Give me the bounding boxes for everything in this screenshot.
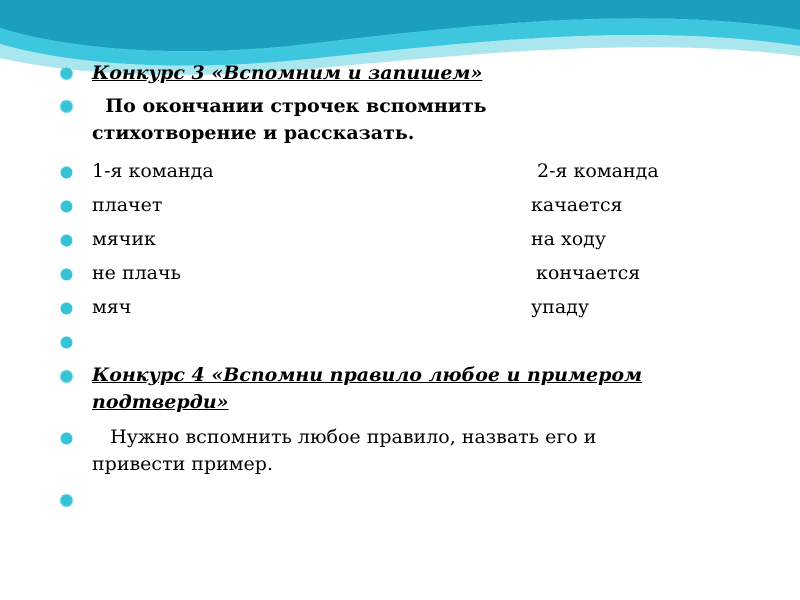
team-1-word: мячик: [92, 228, 156, 250]
team-1-word: плачет: [92, 194, 163, 216]
bullet-icon: [58, 65, 75, 82]
contest-3-instruction-line-1: По окончании строчек вспомнить: [92, 95, 487, 117]
team-2-word: на ходу: [531, 228, 607, 250]
contest-4-heading-line-1: Конкурс 4 «Вспомни правило любое и примером: [92, 364, 643, 386]
bullet-icon: [58, 164, 75, 181]
contest-4-instruction-line-2: привести пример.: [92, 453, 274, 475]
team-1-word: мяч: [92, 296, 132, 318]
team-2-label: 2-я команда: [537, 160, 659, 182]
bullet-icon: [58, 430, 75, 447]
team-2-word: кончается: [536, 262, 641, 284]
bullet-icon: [58, 334, 75, 351]
bullet-icon: [58, 492, 75, 509]
team-1-label: 1-я команда: [92, 160, 214, 182]
team-2-word: качается: [531, 194, 623, 216]
contest-3-instruction-line-2: стихотворение и рассказать.: [92, 122, 415, 144]
team-1-word: не плачь: [92, 262, 181, 284]
bullet-icon: [58, 98, 75, 115]
bullet-icon: [58, 198, 75, 215]
bullet-icon: [58, 300, 75, 317]
bullet-icon: [58, 368, 75, 385]
bullet-icon: [58, 232, 75, 249]
team-2-word: упаду: [531, 296, 590, 318]
contest-4-instruction-line-1: Нужно вспомнить любое правило, назвать его и: [92, 426, 597, 448]
bullet-icon: [58, 266, 75, 283]
contest-4-heading-line-2: подтверди»: [92, 391, 229, 413]
contest-3-heading: Конкурс 3 «Вспомним и запишем»: [92, 62, 483, 84]
